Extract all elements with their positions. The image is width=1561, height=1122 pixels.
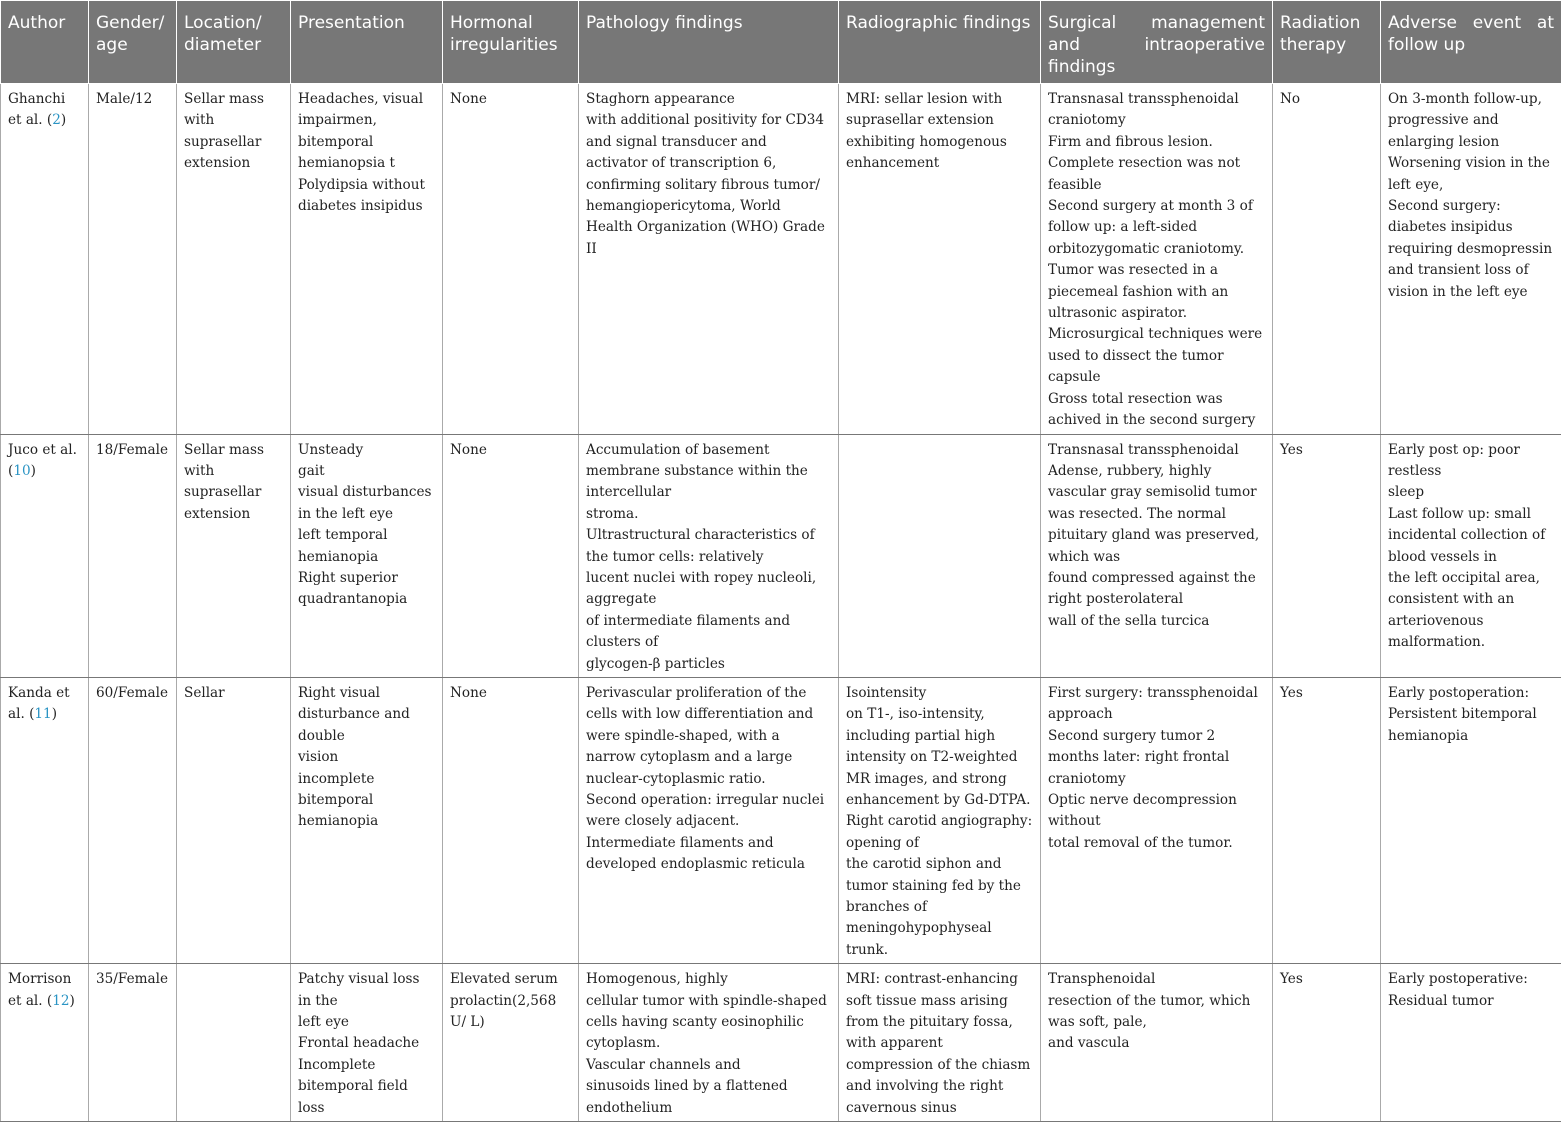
adverse-event-cell bbox=[1381, 677, 1561, 963]
gender-age-cell: 35/Female bbox=[89, 964, 177, 1122]
cell-line: Tumor was resected in a piecemeal fashion with an ultrasonic aspirator. Microsurgical techniques were used to dissect the tumor capsule bbox=[1048, 260, 1265, 388]
cell-line: meningohypophyseal trunk. bbox=[846, 918, 1033, 961]
cell-line: branches of bbox=[846, 897, 1033, 918]
author-cell bbox=[1, 677, 89, 963]
location-cell: Sellar bbox=[177, 677, 291, 963]
author-name: Ghanchi et al. ( bbox=[8, 91, 65, 128]
author-cell bbox=[1, 434, 89, 677]
hormonal-cell: Elevated serum prolactin(2,568 U/ L) bbox=[443, 964, 579, 1122]
header-pathology: Pathology findings bbox=[579, 1, 839, 84]
citation-close: ) bbox=[52, 706, 57, 722]
header-surgical: Surgical management and intraoperative findings bbox=[1041, 1, 1273, 84]
cell-line: Polydipsia without diabetes insipidus bbox=[298, 175, 435, 218]
cell-line: Early post op: poor restless bbox=[1388, 440, 1554, 483]
cell-line: Frontal headache bbox=[298, 1033, 435, 1054]
cell-line: Gross total resection was achived in the second surgery bbox=[1048, 389, 1265, 432]
hormonal-cell: None bbox=[443, 434, 579, 677]
cell-line: Patchy visual loss in the bbox=[298, 969, 435, 1012]
cell-line: Transnasal transsphenoidal craniotomy bbox=[1048, 89, 1265, 132]
header-location: Location/ diameter bbox=[177, 1, 291, 84]
table-header bbox=[1, 1, 1561, 84]
cell-line: Right superior quadrantanopia bbox=[298, 568, 435, 611]
header-radiographic: Radiographic findings bbox=[839, 1, 1041, 84]
cell-line: lucent nuclei with ropey nucleoli, aggregate bbox=[586, 568, 831, 611]
cell-line: vision bbox=[298, 747, 435, 768]
radiographic-cell bbox=[839, 677, 1041, 963]
cell-line: Second surgery at month 3 of follow up: a left-sided orbitozygomatic craniotomy. bbox=[1048, 196, 1265, 260]
cell-line: Second operation: irregular nuclei were closely adjacent. bbox=[586, 790, 831, 833]
radiation-cell: Yes bbox=[1273, 964, 1381, 1122]
header-radiation: Radiation therapy bbox=[1273, 1, 1381, 84]
cell-line: wall of the sella turcica bbox=[1048, 611, 1265, 632]
author-name: Kanda et al. ( bbox=[8, 685, 70, 722]
cell-line: Early postoperation: Persistent bitemporal hemianopia bbox=[1388, 683, 1554, 747]
adverse-event-cell bbox=[1381, 84, 1561, 435]
header-adverse: Adverse event at follow up bbox=[1381, 1, 1561, 84]
cell-line: found compressed against the right posterolateral bbox=[1048, 568, 1265, 611]
radiation-cell: Yes bbox=[1273, 677, 1381, 963]
gender-age-cell: 18/Female bbox=[89, 434, 177, 677]
cell-line: Incomplete bitemporal field loss bbox=[298, 1055, 435, 1119]
cell-line: stroma. bbox=[586, 504, 831, 525]
cell-line: Homogenous, highly bbox=[586, 969, 831, 990]
cell-line: Staghorn appearance bbox=[586, 89, 831, 110]
table-row bbox=[1, 677, 1561, 963]
location-cell: Sellar mass with suprasellar extension bbox=[177, 434, 291, 677]
cell-line: Right visual disturbance and double bbox=[298, 683, 435, 747]
cell-line: with additional positivity for CD34 and signal transducer and activator of transcription 6, confirming solitary fibrous tumor/ hemangiopericytoma, World Health Organization (WHO) Grade II bbox=[586, 110, 831, 260]
location-cell: Sellar mass with suprasellar extension bbox=[177, 84, 291, 435]
cell-line: Vascular channels and bbox=[586, 1055, 831, 1076]
surgical-cell bbox=[1041, 434, 1273, 677]
pathology-cell bbox=[579, 84, 839, 435]
cell-line: on T1-, iso-intensity, including partial high intensity on T2-weighted MR images, and strong enhancement by Gd-DTPA. bbox=[846, 704, 1033, 811]
cell-line: resection of the tumor, which was soft, pale, bbox=[1048, 991, 1265, 1034]
radiation-cell: No bbox=[1273, 84, 1381, 435]
citation-close: ) bbox=[61, 112, 66, 128]
cell-line: Accumulation of basement membrane substance within the intercellular bbox=[586, 440, 831, 504]
cell-line: and involving the right cavernous sinus bbox=[846, 1076, 1033, 1119]
cell-line: Complete resection was not feasible bbox=[1048, 153, 1265, 196]
cell-line: Unsteady bbox=[298, 440, 435, 461]
pathology-cell bbox=[579, 964, 839, 1122]
surgical-cell bbox=[1041, 677, 1273, 963]
cell-line: Right carotid angiography: opening of bbox=[846, 811, 1033, 854]
cell-line: cellular tumor with spindle-shaped cells having scanty eosinophilic cytoplasm. bbox=[586, 991, 831, 1055]
surgical-cell bbox=[1041, 964, 1273, 1122]
author-name: Juco et al. ( bbox=[8, 442, 77, 479]
cell-line: Last follow up: small incidental collection of blood vessels in bbox=[1388, 504, 1554, 568]
presentation-cell bbox=[291, 964, 443, 1122]
cell-line: Perivascular proliferation of the cells with low differentiation and were spindle-shaped, with a narrow cytoplasm and a large nuclear-cytoplasmic ratio. bbox=[586, 683, 831, 790]
author-name: Morrison et al. ( bbox=[8, 971, 71, 1008]
location-cell bbox=[177, 964, 291, 1122]
header-row bbox=[1, 1, 1561, 84]
cell-line: left eye bbox=[298, 1012, 435, 1033]
cell-line: First surgery: transsphenoidal approach bbox=[1048, 683, 1265, 726]
radiographic-cell bbox=[839, 964, 1041, 1122]
cell-line: gait bbox=[298, 461, 435, 482]
cell-line: sinusoids lined by a flattened endothelium bbox=[586, 1076, 831, 1119]
cell-line: Transphenoidal bbox=[1048, 969, 1265, 990]
hormonal-cell: None bbox=[443, 84, 579, 435]
cell-line: Optic nerve decompression without bbox=[1048, 790, 1265, 833]
cell-line: Early postoperative: Residual tumor bbox=[1388, 969, 1554, 1012]
cell-line: MRI: sellar lesion with suprasellar extension exhibiting homogenous enhancement bbox=[846, 89, 1033, 175]
header-gender-age: Gender/ age bbox=[89, 1, 177, 84]
cell-line: sleep bbox=[1388, 482, 1554, 503]
pathology-cell bbox=[579, 434, 839, 677]
cell-line: incomplete bitemporal hemianopia bbox=[298, 769, 435, 833]
cell-line: MRI: contrast-enhancing soft tissue mass arising from the pituitary fossa, bbox=[846, 969, 1033, 1033]
radiation-cell: Yes bbox=[1273, 434, 1381, 677]
adverse-event-cell bbox=[1381, 434, 1561, 677]
citation-link[interactable]: 2 bbox=[52, 112, 61, 128]
header-hormonal: Hormonal irregularities bbox=[443, 1, 579, 84]
radiographic-cell bbox=[839, 434, 1041, 677]
cell-line: the left occipital area, consistent with an arteriovenous malformation. bbox=[1388, 568, 1554, 654]
cell-line: the carotid siphon and tumor staining fed by the bbox=[846, 854, 1033, 897]
cell-line: Ultrastructural characteristics of the tumor cells: relatively bbox=[586, 525, 831, 568]
cell-line: Worsening vision in the left eye, bbox=[1388, 153, 1554, 196]
citation-close: ) bbox=[31, 463, 36, 479]
cell-line: Headaches, visual impairmen, bitemporal hemianopsia t bbox=[298, 89, 435, 175]
surgical-cell bbox=[1041, 84, 1273, 435]
citation-link[interactable]: 12 bbox=[52, 993, 69, 1009]
cell-line: On 3-month follow-up, progressive and enlarging lesion bbox=[1388, 89, 1554, 153]
cell-line: Adense, rubbery, highly vascular gray semisolid tumor was resected. The normal bbox=[1048, 461, 1265, 525]
author-cell bbox=[1, 964, 89, 1122]
header-presentation: Presentation bbox=[291, 1, 443, 84]
adverse-event-cell bbox=[1381, 964, 1561, 1122]
header-author: Author bbox=[1, 1, 89, 84]
table-row bbox=[1, 84, 1561, 435]
citation-link[interactable]: 11 bbox=[34, 706, 51, 722]
gender-age-cell: Male/12 bbox=[89, 84, 177, 435]
cell-line: pituitary gland was preserved, which was bbox=[1048, 525, 1265, 568]
pathology-cell bbox=[579, 677, 839, 963]
author-cell bbox=[1, 84, 89, 435]
cell-line: Transnasal transsphenoidal bbox=[1048, 440, 1265, 461]
presentation-cell bbox=[291, 677, 443, 963]
citation-link[interactable]: 10 bbox=[13, 463, 30, 479]
cell-line: left temporal hemianopia bbox=[298, 525, 435, 568]
cell-line: with apparent compression of the chiasm bbox=[846, 1033, 1033, 1076]
cell-line: Isointensity bbox=[846, 683, 1033, 704]
table-row bbox=[1, 434, 1561, 677]
presentation-cell bbox=[291, 84, 443, 435]
cell-line: total removal of the tumor. bbox=[1048, 833, 1265, 854]
citation-close: ) bbox=[70, 993, 75, 1009]
hormonal-cell: None bbox=[443, 677, 579, 963]
table-body bbox=[1, 84, 1561, 1122]
radiographic-cell bbox=[839, 84, 1041, 435]
cell-line: and vascula bbox=[1048, 1033, 1265, 1054]
cell-line: Second surgery: diabetes insipidus requiring desmopressin and transient loss of vision in the left eye bbox=[1388, 196, 1554, 303]
cell-line: of intermediate filaments and clusters of bbox=[586, 611, 831, 654]
cell-line: visual disturbances in the left eye bbox=[298, 482, 435, 525]
cell-line: Intermediate filaments and developed endoplasmic reticula bbox=[586, 833, 831, 876]
cell-line: Firm and fibrous lesion. bbox=[1048, 132, 1265, 153]
table-row bbox=[1, 964, 1561, 1122]
gender-age-cell: 60/Female bbox=[89, 677, 177, 963]
cell-line: glycogen-β particles bbox=[586, 654, 831, 675]
cell-line: Second surgery tumor 2 months later: right frontal craniotomy bbox=[1048, 726, 1265, 790]
presentation-cell bbox=[291, 434, 443, 677]
